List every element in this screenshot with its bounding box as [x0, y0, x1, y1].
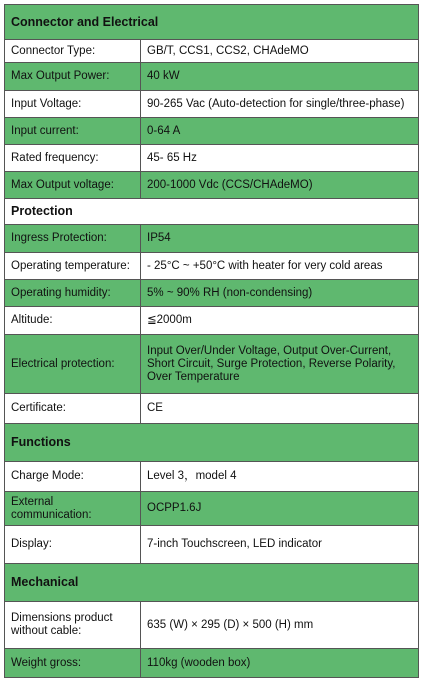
spec-value: GB/T, CCS1, CCS2, CHAdeMO: [141, 40, 419, 63]
section-title: Functions: [5, 424, 419, 462]
table-row: [5, 526, 419, 564]
spec-label: Ingress Protection:: [5, 225, 141, 253]
table-row: [5, 118, 419, 145]
table-row: [5, 91, 419, 118]
spec-value: 200-1000 Vdc (CCS/CHAdeMO): [141, 172, 419, 199]
spec-value: 635 (W) × 295 (D) × 500 (H) mm: [141, 602, 419, 649]
spec-value: 110kg (wooden box): [141, 649, 419, 678]
spec-label: Weight gross:: [5, 649, 141, 678]
spec-value: OCPP1.6J: [141, 492, 419, 526]
spec-label: Input current:: [5, 118, 141, 145]
table-row: [5, 602, 419, 649]
spec-table: [4, 4, 419, 678]
spec-label: Dimensions product without cable:: [5, 602, 141, 649]
section-title: Connector and Electrical: [5, 5, 419, 40]
spec-value: IP54: [141, 225, 419, 253]
section-header: [5, 5, 419, 40]
spec-value: CE: [141, 394, 419, 424]
table-row: [5, 280, 419, 307]
spec-label: Max Output voltage:: [5, 172, 141, 199]
spec-value: 90-265 Vac (Auto-detection for single/three-phase): [141, 91, 419, 118]
table-row: [5, 172, 419, 199]
table-row: [5, 649, 419, 678]
table-row: [5, 335, 419, 394]
table-row: [5, 40, 419, 63]
spec-value: - 25°C ~ +50°C with heater for very cold areas: [141, 253, 419, 280]
spec-label: External communication:: [5, 492, 141, 526]
table-row: [5, 462, 419, 492]
spec-label: Input Voltage:: [5, 91, 141, 118]
table-row: [5, 492, 419, 526]
spec-value: Level 3，model 4: [141, 462, 419, 492]
spec-value: 45- 65 Hz: [141, 145, 419, 172]
spec-label: Rated frequency:: [5, 145, 141, 172]
table-row: [5, 394, 419, 424]
spec-label: Connector Type:: [5, 40, 141, 63]
spec-value: 7-inch Touchscreen, LED indicator: [141, 526, 419, 564]
spec-label: Operating humidity:: [5, 280, 141, 307]
section-title: Mechanical: [5, 564, 419, 602]
table-row: [5, 253, 419, 280]
table-row: [5, 307, 419, 335]
spec-value: 5% ~ 90% RH (non-condensing): [141, 280, 419, 307]
section-header: [5, 199, 419, 225]
spec-label: Certificate:: [5, 394, 141, 424]
table-row: [5, 225, 419, 253]
spec-value: 40 kW: [141, 63, 419, 91]
table-row: [5, 145, 419, 172]
section-header: [5, 564, 419, 602]
spec-label: Display:: [5, 526, 141, 564]
spec-value: 0-64 A: [141, 118, 419, 145]
spec-label: Max Output Power:: [5, 63, 141, 91]
table-row: [5, 63, 419, 91]
section-header: [5, 424, 419, 462]
section-title: Protection: [5, 199, 419, 225]
spec-label: Charge Mode:: [5, 462, 141, 492]
spec-label: Operating temperature:: [5, 253, 141, 280]
spec-label: Altitude:: [5, 307, 141, 335]
spec-label: Electrical protection:: [5, 335, 141, 394]
spec-value: Input Over/Under Voltage, Output Over-Current, Short Circuit, Surge Protection, Reverse Polarity, Over Temperature: [141, 335, 419, 394]
spec-value: ≦2000m: [141, 307, 419, 335]
